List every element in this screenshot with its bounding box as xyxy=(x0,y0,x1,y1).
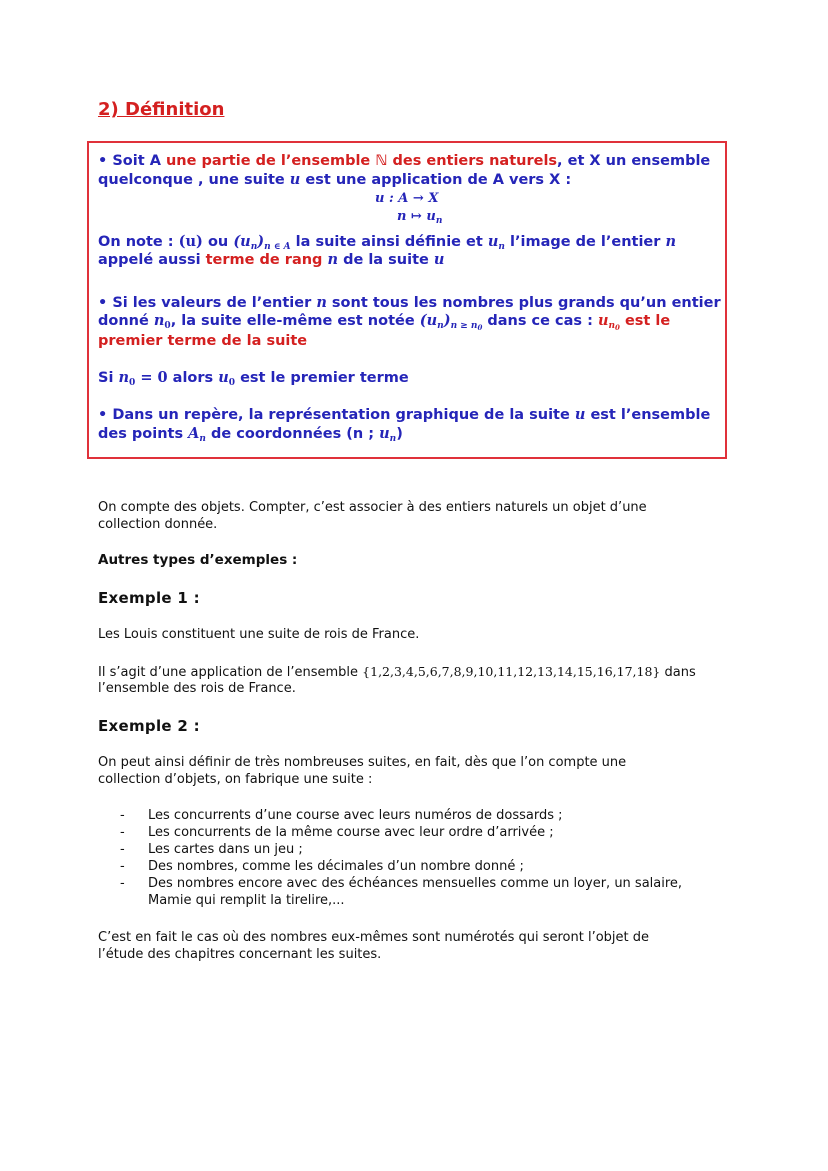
math: n xyxy=(665,233,676,250)
subscript: 0 xyxy=(164,321,171,331)
example-2-line-2: collection d’objets, on fabrique une suite : xyxy=(98,772,373,787)
math: = 0 xyxy=(135,369,168,386)
subscript: n xyxy=(608,321,616,331)
list-item xyxy=(120,841,682,858)
list-dash: - xyxy=(120,825,125,840)
subscript: 0 xyxy=(228,378,236,388)
list-item-text: Les cartes dans un jeu ; xyxy=(148,842,303,857)
examples-list xyxy=(120,807,682,909)
highlight-text: terme de rang xyxy=(205,252,328,268)
math: (u xyxy=(419,312,438,329)
subscript: n xyxy=(435,216,443,226)
subscript: n xyxy=(498,242,505,252)
text: dans ce cas : xyxy=(482,313,598,329)
mapping-line-1: u : A → X xyxy=(375,191,439,206)
list-dash: - xyxy=(120,842,125,857)
math: u xyxy=(433,251,445,268)
math: ) xyxy=(257,233,265,250)
subscript: n xyxy=(199,434,206,444)
mapping-line-2 xyxy=(375,208,442,226)
subscript: n ≥ n xyxy=(450,321,478,331)
math: u xyxy=(597,312,609,329)
text: On note : xyxy=(98,234,179,250)
example-2-heading: Exemple 2 : xyxy=(98,717,200,735)
math: u xyxy=(379,425,390,442)
text: , la suite elle-même est notée xyxy=(170,313,420,329)
list-dash: - xyxy=(120,859,125,874)
text: Si xyxy=(98,370,119,386)
subscript: n ∈ A xyxy=(264,242,291,252)
math: A xyxy=(188,425,200,442)
math: ) xyxy=(443,312,451,329)
subscript: 0 xyxy=(477,323,483,332)
conclusion-line-2: l’étude des chapitres concernant les suites. xyxy=(98,947,382,962)
text: ou xyxy=(202,234,234,250)
text: appelé aussi xyxy=(98,252,206,268)
highlight-text: est le xyxy=(619,313,671,329)
subscript: 0 xyxy=(615,323,620,332)
text: Si les valeurs de l’entier xyxy=(112,295,317,311)
text: ) xyxy=(396,426,403,442)
graph-line-1 xyxy=(98,406,710,424)
definition-line-1 xyxy=(98,152,710,170)
rank-line-2 xyxy=(98,312,670,330)
graph-line-2 xyxy=(98,425,403,443)
text: donné xyxy=(98,313,154,329)
rank-line-3: premier terme de la suite xyxy=(98,333,308,349)
intro-line-1: On compte des objets. Compter, c’est associer à des entiers naturels un objet d’une xyxy=(98,500,647,515)
math: u xyxy=(218,369,229,386)
text: de la suite xyxy=(338,252,434,268)
text: alors xyxy=(167,370,219,386)
list-dash: - xyxy=(120,876,125,891)
list-item xyxy=(120,875,682,892)
list-item-text: Les concurrents d’une course avec leurs numéros de dossards ; xyxy=(148,808,563,823)
definition-line-2 xyxy=(98,171,571,189)
mapping-formula xyxy=(375,190,442,226)
math: (u) xyxy=(178,233,203,250)
math: (u xyxy=(233,233,251,250)
math: n xyxy=(327,251,339,268)
subscript: n xyxy=(437,321,444,331)
rank-line-1 xyxy=(98,294,721,312)
text: la suite ainsi définie et xyxy=(290,234,488,250)
text: quelconque , une suite xyxy=(98,172,290,188)
list-item-text: Des nombres encore avec des échéances mensuelles comme un loyer, un salaire, xyxy=(148,876,683,891)
notation-line-2 xyxy=(98,251,444,269)
example-1-application-line-2: l’ensemble des rois de France. xyxy=(98,681,296,696)
list-item-text: Des nombres, comme les décimales d’un nombre donné ; xyxy=(148,859,524,874)
text: Il s’agit d’une application de l’ensemble xyxy=(98,665,363,680)
list-item-text: Les concurrents de la même course avec leur ordre d’arrivée ; xyxy=(148,825,554,840)
text: est l’ensemble xyxy=(585,407,711,423)
highlight-text: une partie de l’ensemble ℕ des entiers naturels xyxy=(165,153,558,169)
notation-line-1 xyxy=(98,233,676,251)
list-item-text: Mamie qui remplit la tirelire,... xyxy=(148,893,345,908)
list-item-continuation xyxy=(120,892,682,909)
math-u: u xyxy=(289,171,301,188)
subscript: n xyxy=(389,434,397,444)
first-term-line xyxy=(98,369,409,387)
text: n ↦ u xyxy=(397,209,436,224)
intro-line-2: collection donnée. xyxy=(98,517,218,532)
math: u xyxy=(574,406,586,423)
text: , et X un ensemble xyxy=(557,153,711,169)
math: u xyxy=(487,233,499,250)
example-1-text: Les Louis constituent une suite de rois de France. xyxy=(98,627,420,642)
list-item xyxy=(120,824,682,841)
number-set: {1,2,3,4,5,6,7,8,9,10,11,12,13,14,15,16,17,18} xyxy=(362,664,661,679)
list-dash: - xyxy=(120,808,125,823)
section-heading: 2) Définition xyxy=(98,99,225,120)
example-1-heading: Exemple 1 : xyxy=(98,589,200,607)
bullet: • xyxy=(98,295,108,311)
bullet: • xyxy=(98,153,108,169)
text: sont tous les nombres plus grands qu’un entier xyxy=(326,295,721,311)
subscript: 0 xyxy=(129,378,136,388)
conclusion-line-1: C’est en fait le cas où des nombres eux-mêmes sont numérotés qui seront l’objet de xyxy=(98,930,650,945)
example-2-line-1: On peut ainsi définir de très nombreuses suites, en fait, dès que l’on compte une xyxy=(98,755,627,770)
list-item xyxy=(120,807,682,824)
other-types-heading: Autres types d’exemples : xyxy=(98,552,298,568)
example-1-application-line-1 xyxy=(98,663,696,681)
text: est le premier terme xyxy=(235,370,409,386)
list-item xyxy=(120,858,682,875)
bullet: • xyxy=(98,407,108,423)
text: est une application de A vers X : xyxy=(300,172,572,188)
text: dans xyxy=(660,665,696,680)
subscript: n xyxy=(250,242,258,252)
text: de coordonnées (n ; xyxy=(205,426,380,442)
text: l’image de l’entier xyxy=(504,234,666,250)
math: n xyxy=(316,294,327,311)
text: Soit A xyxy=(112,153,166,169)
math: n xyxy=(153,312,165,329)
math: n xyxy=(118,369,130,386)
text: des points xyxy=(98,426,189,442)
text: Dans un repère, la représentation graphique de la suite xyxy=(112,407,575,423)
